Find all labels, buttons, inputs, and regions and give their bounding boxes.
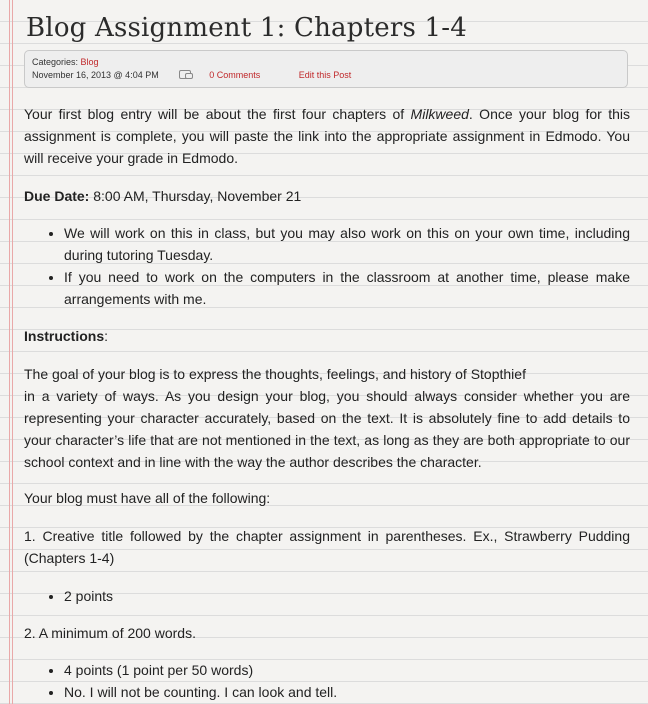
- comments-count[interactable]: 0 Comments: [209, 70, 261, 80]
- requirement-1: 1. Creative title followed by the chapter assignment in parentheses. Ex., Strawberry Pudding (Chapters 1-4): [24, 528, 630, 566]
- list-item: • If you need to work on the computers in the classroom at another time, please make arrangements with me.: [64, 266, 630, 310]
- post-meta-box: [24, 50, 628, 88]
- category-link-blog[interactable]: Blog: [80, 57, 99, 67]
- requirement-2-points: [24, 659, 630, 703]
- instructions-heading: [24, 325, 630, 347]
- requirements-intro: Your blog must have all of the following:: [24, 490, 271, 506]
- goal-paragraph: [24, 363, 630, 473]
- post-title: Blog Assignment 1: Chapters 1-4: [26, 13, 467, 43]
- book-title: Milkweed: [410, 106, 469, 122]
- intro-text-rest: . Once your blog for this assignment is complete, you will paste the link into the appropriate assignment in Edmodo. You will receive your grade in Edmodo.: [24, 106, 630, 166]
- instructions-label: Instructions: [24, 328, 105, 344]
- comment-icon: [179, 70, 191, 79]
- list-item: • No. I will not be counting. I can look and tell.: [64, 681, 630, 703]
- list-item: • 2 points: [64, 585, 630, 607]
- post-content: [24, 103, 630, 703]
- list-item: • We will work on this in class, but you may also work on this on your own time, including during tutoring Tuesday.: [64, 222, 630, 266]
- comments-link[interactable]: [179, 70, 278, 80]
- intro-paragraph: [24, 103, 630, 169]
- requirement-2: 2. A minimum of 200 words.: [24, 625, 196, 641]
- edit-post-link[interactable]: Edit this Post: [298, 70, 352, 80]
- goal-rest: in a variety of ways. As you design your blog, you should always consider whether you are representing your character accurately, based on the text. It is absolutely fine to add details to your character’s life that are not mentioned in the text, as long as they are both appropriate to our school context and in line with the way the author describes the character.: [24, 388, 630, 470]
- intro-text: Your first blog entry will be about the first four chapters of: [24, 106, 411, 122]
- post-date: November 16, 2013 @ 4:04 PM: [32, 70, 159, 80]
- due-notes-list: [24, 222, 630, 310]
- goal-line-1: The goal of your blog is to express the thoughts, feelings, and history of Stopthief: [24, 366, 526, 382]
- categories-row: [32, 56, 619, 69]
- post-meta-row: [32, 69, 619, 82]
- list-item: • 4 points (1 point per 50 words): [64, 659, 630, 681]
- due-date: [24, 185, 630, 207]
- instructions-colon: :: [104, 328, 109, 344]
- requirement-1-points: [24, 585, 630, 607]
- due-date-label: Due Date:: [24, 188, 90, 204]
- categories-label: Categories:: [32, 57, 79, 67]
- blog-post: [24, 0, 630, 703]
- due-date-value: 8:00 AM, Thursday, November 21: [89, 188, 302, 204]
